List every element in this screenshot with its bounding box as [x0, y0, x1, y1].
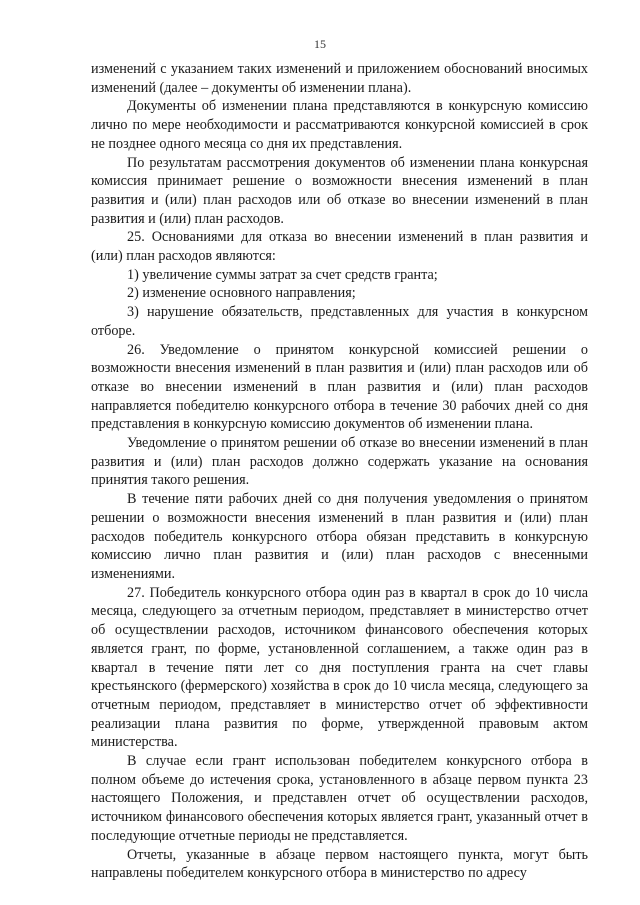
paragraph: Документы об изменении плана представляются в конкурсную комиссию лично по мере необходимости и рассматриваются конкурсной комиссией в срок не позднее одного месяца со дня их представления.	[91, 98, 588, 152]
paragraph-continuation: изменений с указанием таких изменений и приложением обоснований вносимых изменений (далее – документы об изменении плана).	[91, 61, 588, 96]
paragraph: В течение пяти рабочих дней со дня получения уведомления о принятом решении о возможности внесения изменений в план развития и (или) план расходов победитель конкурсного отбора обязан представить в конкурсную комиссию лично план развития и (или) план расходов с внесенными изменениями.	[91, 491, 588, 582]
paragraph: Уведомление о принятом решении об отказе во внесении изменений в план развития и (или) план расходов должно содержать указание на основания принятия такого решения.	[91, 435, 588, 489]
paragraph: Отчеты, указанные в абзаце первом настоящего пункта, могут быть направлены победителем конкурсного отбора в министерство по адресу	[91, 846, 588, 882]
document-body	[91, 60, 588, 883]
page-number: 15	[314, 37, 326, 51]
list-item: 1) увеличение суммы затрат за счет средств гранта;	[127, 266, 438, 283]
paragraph-item-27: 27. Победитель конкурсного отбора один раз в квартал в срок до 10 числа месяца, следующего за отчетным периодом, представляет в министерство отчет об осуществлении расходов, источником финансового обеспечения которых является грант, по форме, установленной соглашением, а также один раз в квартал в течение пяти лет со дня поступления гранта на счет главы крестьянского (фермерского) хозяйства в срок до 10 числа месяца, следующего за отчетным периодом, представляет в министерство отчет об эффективности реализации плана развития по форме, утвержденной правовым актом министерства.	[91, 584, 588, 751]
paragraph-item-25: 25. Основаниями для отказа во внесении изменений в план развития и (или) план расходов являются:	[91, 229, 588, 265]
paragraph: По результатам рассмотрения документов об изменении плана конкурсная комиссия принимает решение о возможности внесения изменений в план развития и (или) план расходов или об отказе во внесении изменений в план развития и (или) план расходов.	[91, 154, 588, 227]
list-item: 3) нарушение обязательств, представленных для участия в конкурсном отборе.	[91, 304, 588, 339]
paragraph: В случае если грант использован победителем конкурсного отбора в полном объеме до истечения срока, установленного в абзаце первом пункта 23 настоящего Положения, и представлен отчет об осуществлении расходов, источником финансового обеспечения которых является грант, указанный отчет в последующие отчетные периоды не представляется.	[91, 753, 588, 844]
list-item: 2) изменение основного направления;	[127, 285, 356, 302]
paragraph-item-26: 26. Уведомление о принятом конкурсной комиссией решении о возможности внесения изменений в план развития и (или) план расходов или об отказе во внесении изменений в план развития и (или) план расходов направляется победителю конкурсного отбора в течение 30 рабочих дней со дня представления в конкурсную комиссию документов об изменении плана.	[91, 341, 588, 433]
